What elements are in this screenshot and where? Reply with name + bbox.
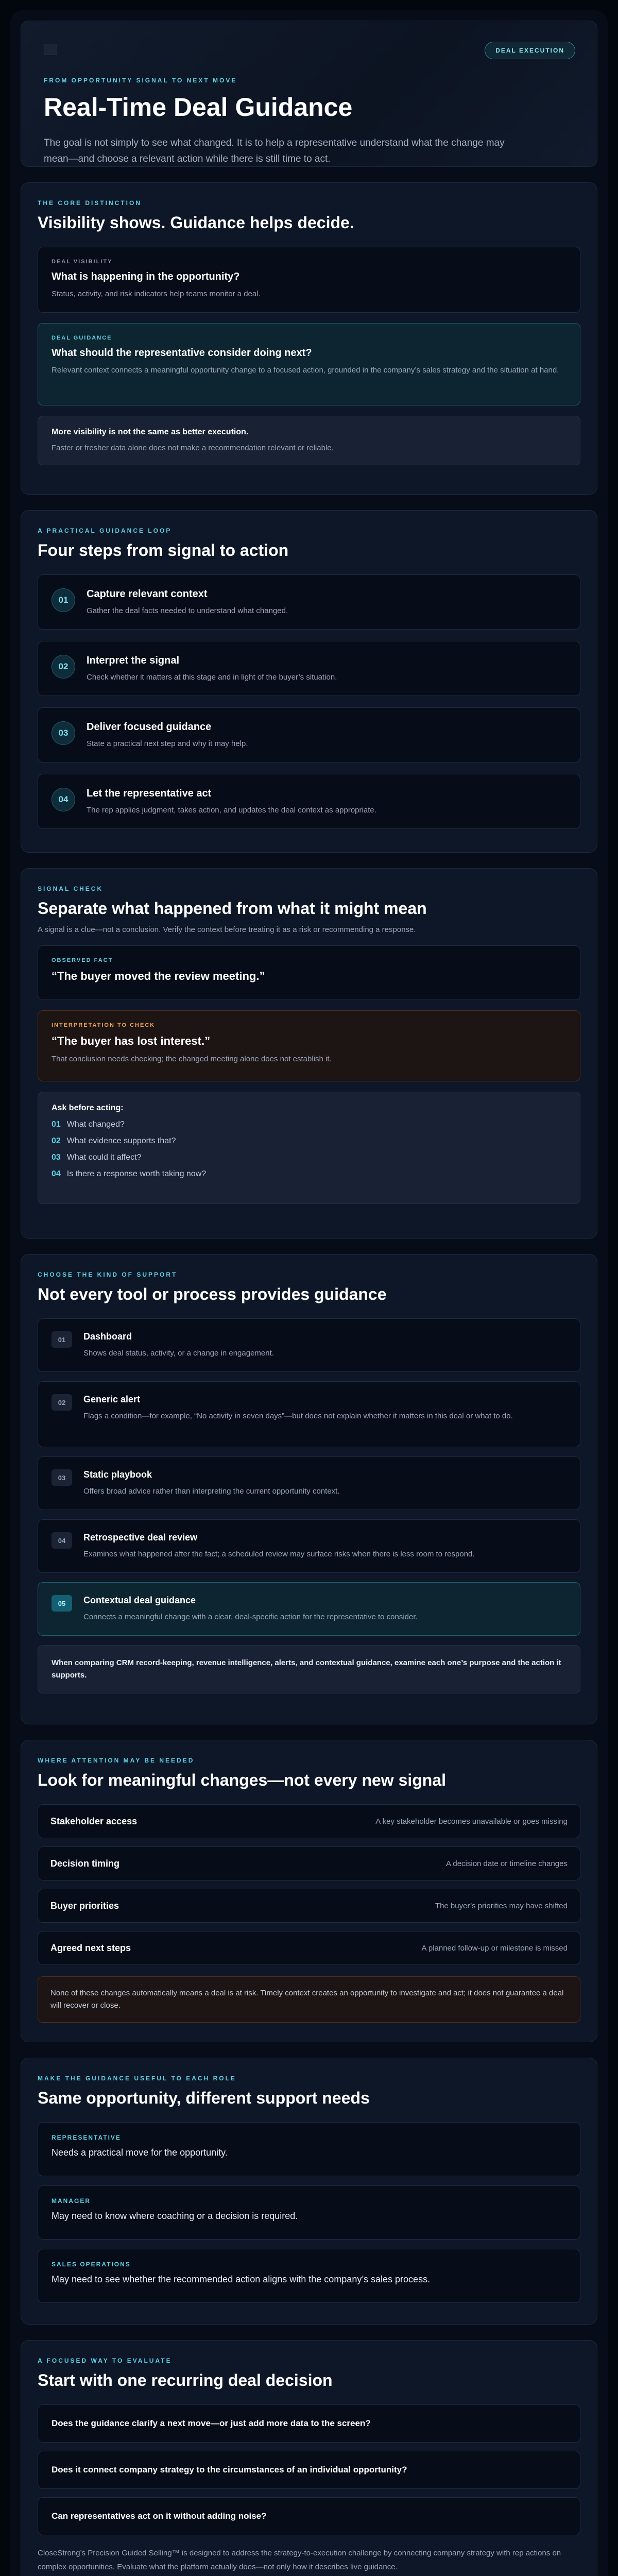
role-text: May need to see whether the recommended action aligns with the company’s sales process. — [52, 2274, 431, 2285]
panel-kicker: INTERPRETATION TO CHECK — [52, 1022, 156, 1029]
item-body: Flags a condition—for example, “No activity in seven days”—but does not explain whether it matters in this deal or what to do. — [83, 1412, 513, 1421]
step-body: State a practical next step and why it may help. — [87, 739, 248, 749]
interp-body: That conclusion needs checking; the changed meeting alone does not establish it. — [52, 1055, 332, 1064]
panel-kicker: OBSERVED FACT — [52, 957, 113, 964]
support-item-contextual-guidance — [38, 1582, 580, 1636]
page-frame — [10, 10, 608, 2576]
guidance-loop-section — [21, 510, 597, 853]
row-label: Decision timing — [50, 1858, 120, 1869]
support-types-section — [21, 1254, 597, 1724]
deal-execution-badge: DEAL EXECUTION — [485, 42, 575, 59]
item-number: 04 — [52, 1532, 72, 1549]
item-number: 01 — [52, 1331, 72, 1348]
section-title: Look for meaningful changes—not every new signal — [38, 1771, 447, 1789]
step-body: Gather the deal facts needed to understand what changed. — [87, 606, 288, 616]
role-manager — [38, 2185, 580, 2240]
role-text: Needs a practical move for the opportunity. — [52, 2147, 228, 2158]
support-item-static-playbook — [38, 1456, 580, 1510]
evaluation-question: Does it connect company strategy to the circumstances of an individual opportunity? — [38, 2451, 580, 2489]
item-body: Shows deal status, activity, or a change in engagement. — [83, 1349, 274, 1358]
row-label: Agreed next steps — [50, 1942, 131, 1953]
role-label: MANAGER — [52, 2197, 91, 2205]
item-title: Retrospective deal review — [83, 1532, 198, 1543]
page-title: Real-Time Deal Guidance — [44, 93, 353, 122]
ask-before-acting-panel — [38, 1092, 580, 1204]
item-number: 05 — [52, 1595, 72, 1612]
support-item-generic-alert — [38, 1381, 580, 1447]
panel-kicker: DEAL VISIBILITY — [52, 259, 113, 265]
evaluate-section — [21, 2340, 597, 2576]
row-value: A decision date or timeline changes — [446, 1859, 568, 1868]
guidance-panel — [38, 323, 580, 405]
evaluation-question: Can representatives act on it without adding noise? — [38, 2497, 580, 2535]
section-title: Separate what happened from what it might mean — [38, 899, 427, 918]
step-number: 02 — [52, 655, 75, 679]
loop-step — [38, 707, 580, 762]
step-title: Deliver focused guidance — [87, 721, 212, 733]
section-eyebrow: CHOOSE THE KIND OF SUPPORT — [38, 1271, 178, 1278]
loop-step — [38, 574, 580, 630]
roles-section — [21, 2058, 597, 2325]
interpretation-panel — [38, 1010, 580, 1081]
section-eyebrow: A PRACTICAL GUIDANCE LOOP — [38, 527, 172, 534]
panel-title: What is happening in the opportunity? — [52, 271, 240, 283]
item-title: Static playbook — [83, 1469, 152, 1480]
role-text: May need to know where coaching or a decision is required. — [52, 2211, 298, 2222]
step-body: Check whether it matters at this stage and in light of the buyer’s situation. — [87, 673, 337, 682]
attention-row — [38, 1931, 580, 1965]
attention-row — [38, 1889, 580, 1923]
support-note: When comparing CRM record-keeping, revenue intelligence, alerts, and contextual guidance, examine each one’s purpose and the action it supports. — [38, 1645, 580, 1693]
ask-item: 04 Is there a response worth taking now? — [52, 1170, 207, 1179]
attention-row — [38, 1804, 580, 1838]
fact-quote: “The buyer moved the review meeting.” — [52, 970, 265, 983]
section-title: Start with one recurring deal decision — [38, 2371, 333, 2389]
role-representative — [38, 2122, 580, 2176]
attention-section — [21, 1740, 597, 2042]
ask-item: 01 What changed? — [52, 1120, 125, 1129]
section-eyebrow: A FOCUSED WAY TO EVALUATE — [38, 2357, 172, 2364]
row-value: The buyer’s priorities may have shifted — [435, 1901, 568, 1910]
item-number: 03 — [52, 1469, 72, 1486]
panel-body: Relevant context connects a meaningful opportunity change to a focused action, grounded in the company’s sales strategy and the situation at hand. — [52, 366, 559, 375]
visibility-panel — [38, 247, 580, 313]
section-eyebrow: SIGNAL CHECK — [38, 885, 104, 892]
item-body: Offers broad advice rather than interpreting the current opportunity context. — [83, 1487, 340, 1496]
evaluation-question: Does the guidance clarify a next move—or just add more data to the screen? — [38, 2404, 580, 2443]
loop-step — [38, 641, 580, 696]
role-label: REPRESENTATIVE — [52, 2134, 121, 2142]
step-number: 01 — [52, 588, 75, 612]
section-title: Visibility shows. Guidance helps decide. — [38, 213, 354, 232]
step-title: Interpret the signal — [87, 655, 180, 667]
closing-text: CloseStrong’s Precision Guided Selling™ is designed to address the strategy-to-execution challenge by connecting company strategy with rep actions on complex opportunities. Evaluate what the platform actually does—not only how it describes live guidance. — [38, 2549, 561, 2571]
visibility-note — [38, 416, 580, 465]
panel-title: What should the representative consider doing next? — [52, 347, 312, 359]
interp-quote: “The buyer has lost interest.” — [52, 1035, 211, 1048]
observed-fact-panel — [38, 945, 580, 1000]
support-item-retrospective-review — [38, 1519, 580, 1573]
signal-check-section — [21, 868, 597, 1239]
hero-lede: The goal is not simply to see what changed. It is to help a representative understand what the change may mean—and choose a relevant action while there is still time to act. — [44, 138, 505, 165]
ask-item: 02 What evidence supports that? — [52, 1137, 176, 1146]
step-number: 03 — [52, 721, 75, 745]
panel-body: Status, activity, and risk indicators help teams monitor a deal. — [52, 290, 261, 299]
ask-item: 03 What could it affect? — [52, 1153, 142, 1162]
step-number: 04 — [52, 788, 75, 811]
item-body: Connects a meaningful change with a clear, deal-specific action for the representative to consider. — [83, 1613, 418, 1622]
ask-title: Ask before acting: — [52, 1104, 124, 1113]
step-title: Let the representative act — [87, 788, 212, 800]
hero-eyebrow: FROM OPPORTUNITY SIGNAL TO NEXT MOVE — [44, 77, 237, 84]
note-title: More visibility is not the same as better execution. — [52, 428, 249, 437]
row-label: Stakeholder access — [50, 1816, 138, 1826]
row-value: A key stakeholder becomes unavailable or goes missing — [375, 1817, 568, 1826]
section-title: Four steps from signal to action — [38, 541, 289, 560]
section-title: Same opportunity, different support needs — [38, 2089, 370, 2107]
role-sales-operations — [38, 2249, 580, 2303]
panel-kicker: DEAL GUIDANCE — [52, 335, 112, 342]
attention-row — [38, 1846, 580, 1880]
signal-intro: A signal is a clue—not a conclusion. Verify the context before treating it as a risk or recommending a response. — [38, 925, 416, 935]
row-label: Buyer priorities — [50, 1900, 119, 1911]
item-title: Dashboard — [83, 1331, 132, 1342]
hero-section — [21, 21, 597, 167]
note-body: Faster or fresher data alone does not make a recommendation relevant or reliable. — [52, 444, 334, 453]
section-eyebrow: MAKE THE GUIDANCE USEFUL TO EACH ROLE — [38, 2075, 236, 2082]
loop-step — [38, 774, 580, 829]
support-item-dashboard — [38, 1318, 580, 1372]
step-title: Capture relevant context — [87, 588, 208, 600]
section-eyebrow: WHERE ATTENTION MAY BE NEEDED — [38, 1757, 195, 1764]
section-title: Not every tool or process provides guidance — [38, 1285, 387, 1303]
item-body: Examines what happened after the fact; a scheduled review may surface risks when there is less room to respond. — [83, 1550, 475, 1559]
step-body: The rep applies judgment, takes action, and updates the deal context as appropriate. — [87, 806, 376, 815]
core-distinction-section — [21, 182, 597, 495]
item-title: Generic alert — [83, 1394, 141, 1405]
attention-warning: None of these changes automatically means a deal is at risk. Timely context creates an opportunity to investigate and act; it does not guarantee a deal will recover or close. — [38, 1976, 580, 2023]
role-label: SALES OPERATIONS — [52, 2261, 131, 2268]
item-title: Contextual deal guidance — [83, 1595, 196, 1606]
row-value: A planned follow-up or milestone is missed — [421, 1943, 568, 1953]
section-eyebrow: THE CORE DISTINCTION — [38, 199, 142, 207]
logo-icon — [44, 44, 57, 55]
item-number: 02 — [52, 1394, 72, 1411]
